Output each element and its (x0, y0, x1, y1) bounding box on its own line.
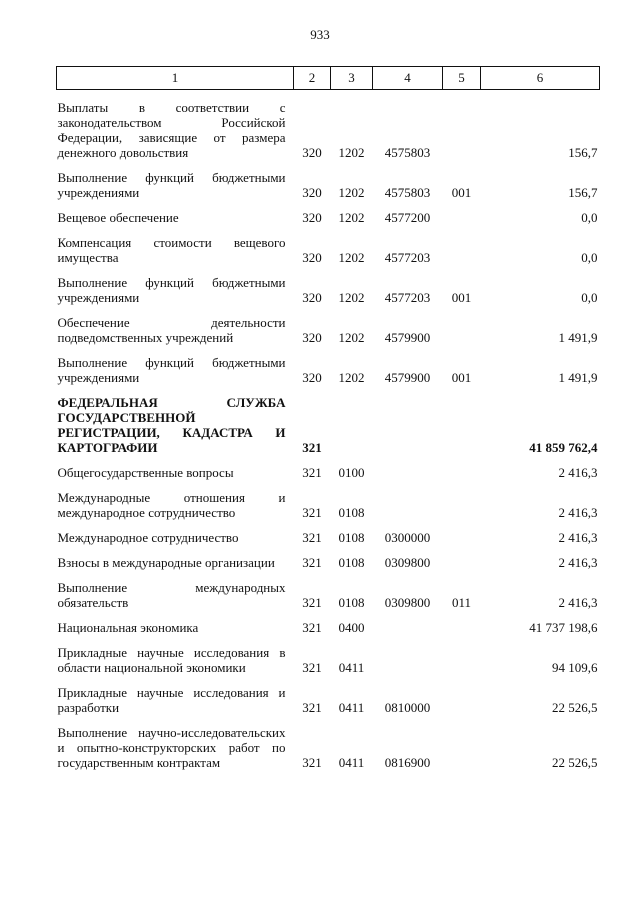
table-row (57, 685, 600, 715)
row-code-4 (373, 645, 443, 675)
row-code-3: 1202 (338, 370, 365, 385)
row-amount: 0,0 (581, 250, 598, 265)
row-code-4: 4575803 (384, 145, 431, 160)
row-name: Обеспечение деятельности подведомственных учреждений (57, 315, 286, 345)
row-amount: 41 859 762,4 (529, 440, 598, 455)
row-code-4: 0300000 (384, 530, 431, 545)
row-spacer (57, 675, 600, 685)
row-code-4: 4579900 (384, 330, 431, 345)
table-row (57, 580, 600, 610)
row-code-2: 320 (302, 210, 322, 225)
row-code-4: 0810000 (384, 700, 431, 715)
budget-table (56, 66, 600, 770)
row-name: Выполнение функций бюджетными учреждениями (57, 170, 286, 200)
row-code-2: 321 (302, 700, 322, 715)
row-code-4: 0816900 (384, 755, 431, 770)
row-code-3: 0411 (338, 755, 365, 770)
row-code-4: 4577203 (384, 250, 431, 265)
table-row (57, 645, 600, 675)
row-code-4 (373, 620, 443, 635)
row-name: Выплаты в соответствии с законодательством Российской Федерации, зависящие от размера денежного довольствия (57, 100, 286, 160)
row-code-2: 321 (302, 620, 322, 635)
row-code-5 (443, 685, 481, 715)
row-spacer (57, 520, 600, 530)
row-amount: 2 416,3 (558, 465, 598, 480)
row-name: Международные отношения и международное сотрудничество (57, 490, 286, 520)
row-spacer (57, 480, 600, 490)
row-code-5: 001 (451, 290, 472, 305)
row-code-5: 011 (451, 595, 472, 610)
row-amount: 22 526,5 (552, 755, 598, 770)
row-code-4 (373, 465, 443, 480)
row-spacer (57, 200, 600, 210)
table-row (57, 465, 600, 480)
row-code-5 (443, 725, 481, 770)
row-spacer (57, 610, 600, 620)
row-code-2: 320 (302, 250, 322, 265)
header-col-6: 6 (481, 67, 600, 90)
row-amount: 0,0 (581, 210, 598, 225)
row-code-4: 4579900 (384, 370, 431, 385)
row-code-3: 0108 (338, 595, 365, 610)
row-amount: 2 416,3 (558, 530, 598, 545)
row-code-5 (443, 395, 481, 455)
row-name: Общегосударственные вопросы (57, 465, 234, 480)
row-code-2: 321 (302, 505, 322, 520)
table-row (57, 490, 600, 520)
row-name: Взносы в международные организации (57, 555, 275, 570)
row-spacer (57, 715, 600, 725)
row-code-3: 1202 (338, 250, 365, 265)
row-name: Национальная экономика (57, 620, 199, 635)
table-header (57, 67, 600, 90)
row-code-3 (331, 395, 373, 455)
row-code-5 (443, 100, 481, 160)
row-code-3: 1202 (338, 290, 365, 305)
row-code-2: 321 (302, 595, 322, 610)
row-code-3: 0100 (338, 465, 365, 480)
row-code-3: 1202 (338, 210, 365, 225)
row-amount: 1 491,9 (558, 330, 598, 345)
row-name: Выполнение функций бюджетными учреждениями (57, 275, 286, 305)
row-amount: 94 109,6 (552, 660, 598, 675)
row-code-2: 320 (302, 330, 322, 345)
row-code-3: 0400 (338, 620, 365, 635)
row-code-4: 4575803 (384, 185, 431, 200)
row-code-5 (443, 555, 481, 570)
row-code-2: 321 (302, 660, 322, 675)
row-code-5: 001 (451, 370, 472, 385)
row-code-5 (443, 465, 481, 480)
row-spacer (57, 305, 600, 315)
row-code-5 (443, 235, 481, 265)
row-code-2: 320 (302, 185, 322, 200)
row-code-4: 0309800 (384, 595, 431, 610)
table-row (57, 355, 600, 385)
row-code-3: 0411 (338, 700, 365, 715)
table-row (57, 725, 600, 770)
row-code-4 (373, 395, 443, 455)
row-spacer (57, 160, 600, 170)
row-code-4: 0309800 (384, 555, 431, 570)
row-amount: 1 491,9 (558, 370, 598, 385)
table-row (57, 210, 600, 225)
header-col-1: 1 (57, 67, 294, 90)
table-body (57, 90, 600, 771)
table-row (57, 275, 600, 305)
row-code-2: 321 (302, 755, 322, 770)
header-col-3: 3 (331, 67, 373, 90)
row-code-4 (373, 490, 443, 520)
row-spacer (57, 545, 600, 555)
row-code-2: 321 (302, 465, 322, 480)
table-row (57, 235, 600, 265)
header-col-4: 4 (373, 67, 443, 90)
table-row (57, 620, 600, 635)
row-name: Прикладные научные исследования в области национальной экономики (57, 645, 286, 675)
row-code-4: 4577203 (384, 290, 431, 305)
table-row (57, 315, 600, 345)
row-amount: 2 416,3 (558, 595, 598, 610)
row-code-3: 1202 (338, 330, 365, 345)
row-amount: 0,0 (581, 290, 598, 305)
row-code-2: 321 (302, 530, 322, 545)
row-code-3: 1202 (338, 185, 365, 200)
row-code-5: 001 (451, 185, 472, 200)
row-amount: 156,7 (568, 185, 598, 200)
page-number: 933 (310, 27, 330, 42)
row-code-2: 320 (302, 370, 322, 385)
row-name: Выполнение научно-исследовательских и опытно-конструкторских работ по государственным контрактам (57, 725, 286, 770)
row-spacer (57, 265, 600, 275)
row-spacer (57, 570, 600, 580)
header-col-2: 2 (294, 67, 331, 90)
row-code-5 (443, 490, 481, 520)
table-row (57, 395, 600, 455)
row-name: Выполнение международных обязательств (57, 580, 286, 610)
row-amount: 2 416,3 (558, 555, 598, 570)
row-name: Выполнение функций бюджетными учреждениями (57, 355, 286, 385)
row-code-2: 321 (302, 440, 322, 455)
table-row (57, 170, 600, 200)
row-code-3: 0411 (338, 660, 365, 675)
row-spacer (57, 345, 600, 355)
table-row (57, 555, 600, 570)
row-amount: 41 737 198,6 (529, 620, 598, 635)
row-code-2: 320 (302, 145, 322, 160)
row-amount: 22 526,5 (552, 700, 598, 715)
row-code-3: 0108 (338, 555, 365, 570)
row-code-2: 320 (302, 290, 322, 305)
row-name: Международное сотрудничество (57, 530, 239, 545)
row-name: Компенсация стоимости вещевого имущества (57, 235, 286, 265)
row-amount: 156,7 (568, 145, 598, 160)
row-name: Прикладные научные исследования и разработки (57, 685, 286, 715)
row-code-3: 0108 (338, 505, 365, 520)
row-spacer (57, 635, 600, 645)
row-code-2: 321 (302, 555, 322, 570)
header-col-5: 5 (443, 67, 481, 90)
row-code-5 (443, 210, 481, 225)
row-code-5 (443, 645, 481, 675)
row-code-5 (443, 315, 481, 345)
table-row (57, 100, 600, 160)
row-spacer (57, 90, 600, 101)
row-name: Вещевое обеспечение (57, 210, 179, 225)
row-code-4: 4577200 (384, 210, 431, 225)
row-name: ФЕДЕРАЛЬНАЯ СЛУЖБА ГОСУДАРСТВЕННОЙ РЕГИСТРАЦИИ, КАДАСТРА И КАРТОГРАФИИ (57, 395, 286, 455)
row-spacer (57, 385, 600, 395)
row-code-5 (443, 530, 481, 545)
row-code-3: 1202 (338, 145, 365, 160)
table-row (57, 530, 600, 545)
row-spacer (57, 455, 600, 465)
row-spacer (57, 225, 600, 235)
row-amount: 2 416,3 (558, 505, 598, 520)
row-code-5 (443, 620, 481, 635)
row-code-3: 0108 (338, 530, 365, 545)
